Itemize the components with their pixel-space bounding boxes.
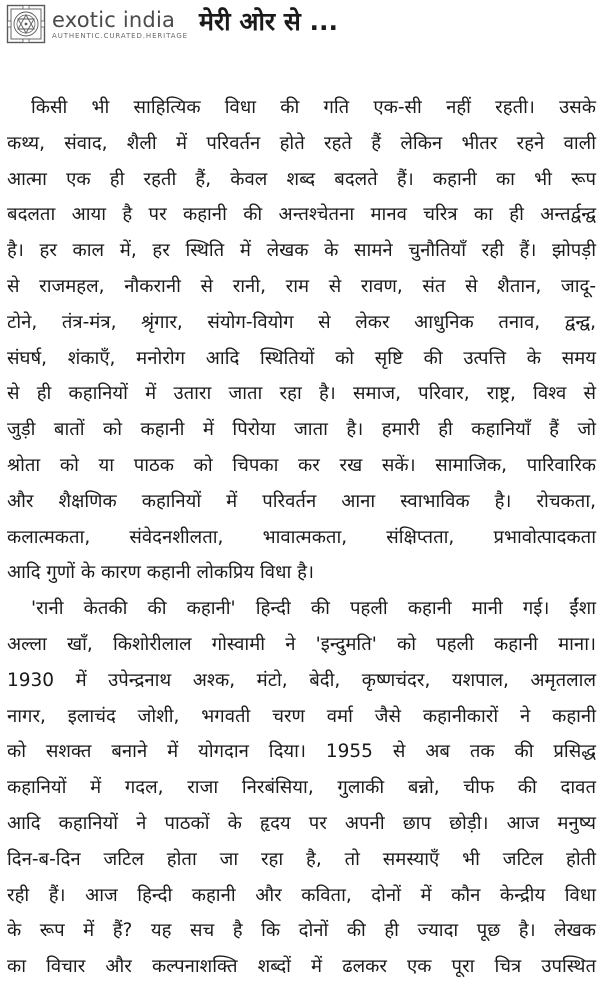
- text-line: रही हैं। आज हिन्दी कहानी और कविता, दोनों में कौन केन्द्रीय विधा: [7, 884, 596, 906]
- text-line: अल्ला खाँ, किशोरीलाल गोस्वामी ने 'इन्दुमति' को पहली कहानी माना।: [7, 633, 596, 655]
- text-line: आदि गुणों के कारण कहानी लोकप्रिय विधा है।: [7, 562, 314, 584]
- body-text: [0, 90, 600, 985]
- text-line: है। हर काल में, हर स्थिति में लेखक के सामने चुनौतियाँ रही हैं। झोपड़ी: [7, 240, 596, 262]
- text-line: कहानियों में गदल, राजा निरबंसिया, गुलाकी बन्नो, चीफ की दावत: [7, 777, 596, 799]
- text-line: टोने, तंत्र-मंत्र, श्रृंगार, संयोग-वियोग से लेकर आधुनिक तनाव, द्वन्द्व,: [7, 311, 596, 333]
- text-line: 'रानी केतकी की कहानी' हिन्दी की पहली कहानी मानी गई। ईंशा: [31, 598, 596, 620]
- yantra-logo-icon: [6, 4, 46, 44]
- text-line: 1930 में उपेन्द्रनाथ अश्क, मंटो, बेदी, कृष्णचंदर, यशपाल, अमृतलाल: [7, 669, 596, 691]
- text-line: बदलता आया है पर कहानी की अन्तश्चेतना मानव चरित्र का ही अन्तर्द्वन्द्व: [7, 204, 596, 226]
- text-line: कलात्मकता, संवेदनशीलता, भावात्मकता, संक्षिप्तता, प्रभावोत्पादकता: [7, 526, 596, 548]
- text-line: और शैक्षणिक कहानियों में परिवर्तन आना स्वाभाविक है। रोचकता,: [7, 490, 596, 512]
- brand-logo[interactable]: [6, 4, 188, 44]
- paragraph-2: [0, 591, 600, 985]
- text-line: कथ्य, संवाद, शैली में परिवर्तन होते रहते हैं लेकिन भीतर रहने वाली: [7, 132, 596, 154]
- paragraph-1: [0, 90, 600, 591]
- text-line: से राजमहल, नौकरानी से रानी, राम से रावण, संत से शैतान, जादू-: [7, 275, 596, 297]
- text-line: किसी भी साहित्यिक विधा की गति एक-सी नहीं रहती। उसके: [31, 97, 596, 118]
- text-line: आदि कहानियों ने पाठकों के हृदय पर अपनी छाप छोड़ी। आज मनुष्य: [7, 812, 596, 834]
- brand-text: [52, 8, 188, 41]
- text-line: का विचार और कल्पनाशक्ति शब्दों में ढलकर एक पूरा चित्र उपस्थित: [7, 956, 596, 978]
- text-line: जुड़ी बातों को कहानी में पिरोया जाता है। हमारी ही कहानियाँ हैं जो: [7, 419, 596, 441]
- page-header: [0, 0, 600, 60]
- text-line: के रूप में हैं? यह सच है कि दोनों की ही ज्यादा पूछ है। लेखक: [7, 920, 596, 942]
- text-line: से ही कहानियों में उतारा जाता रहा है। समाज, परिवार, राष्ट्र, विश्व से: [7, 383, 596, 405]
- text-line: को सशक्त बनाने में योगदान दिया। 1955 से अब तक की प्रसिद्ध: [7, 741, 596, 763]
- brand-name: exotic india: [52, 7, 176, 32]
- text-line: संघर्ष, शंकाएँ, मनोरोग आदि स्थितियों को सृष्टि की उत्पत्ति के समय: [7, 347, 596, 369]
- text-line: आत्मा एक ही रहती हैं, केवल शब्द बदलते हैं। कहानी का भी रूप: [7, 168, 596, 190]
- text-line: श्रोता को या पाठक को चिपका कर रख सकें। सामाजिक, पारिवारिक: [7, 454, 596, 476]
- text-line: नागर, इलाचंद जोशी, भगवती चरण वर्मा जैसे कहानीकारों ने कहानी: [7, 705, 596, 727]
- text-line: दिन-ब-दिन जटिल होता जा रहा है, तो समस्याएँ भी जटिल होती: [7, 848, 596, 870]
- brand-tagline: AUTHENTIC.CURATED.HERITAGE: [52, 31, 188, 40]
- page-title: मेरी ओर से ...: [199, 7, 338, 36]
